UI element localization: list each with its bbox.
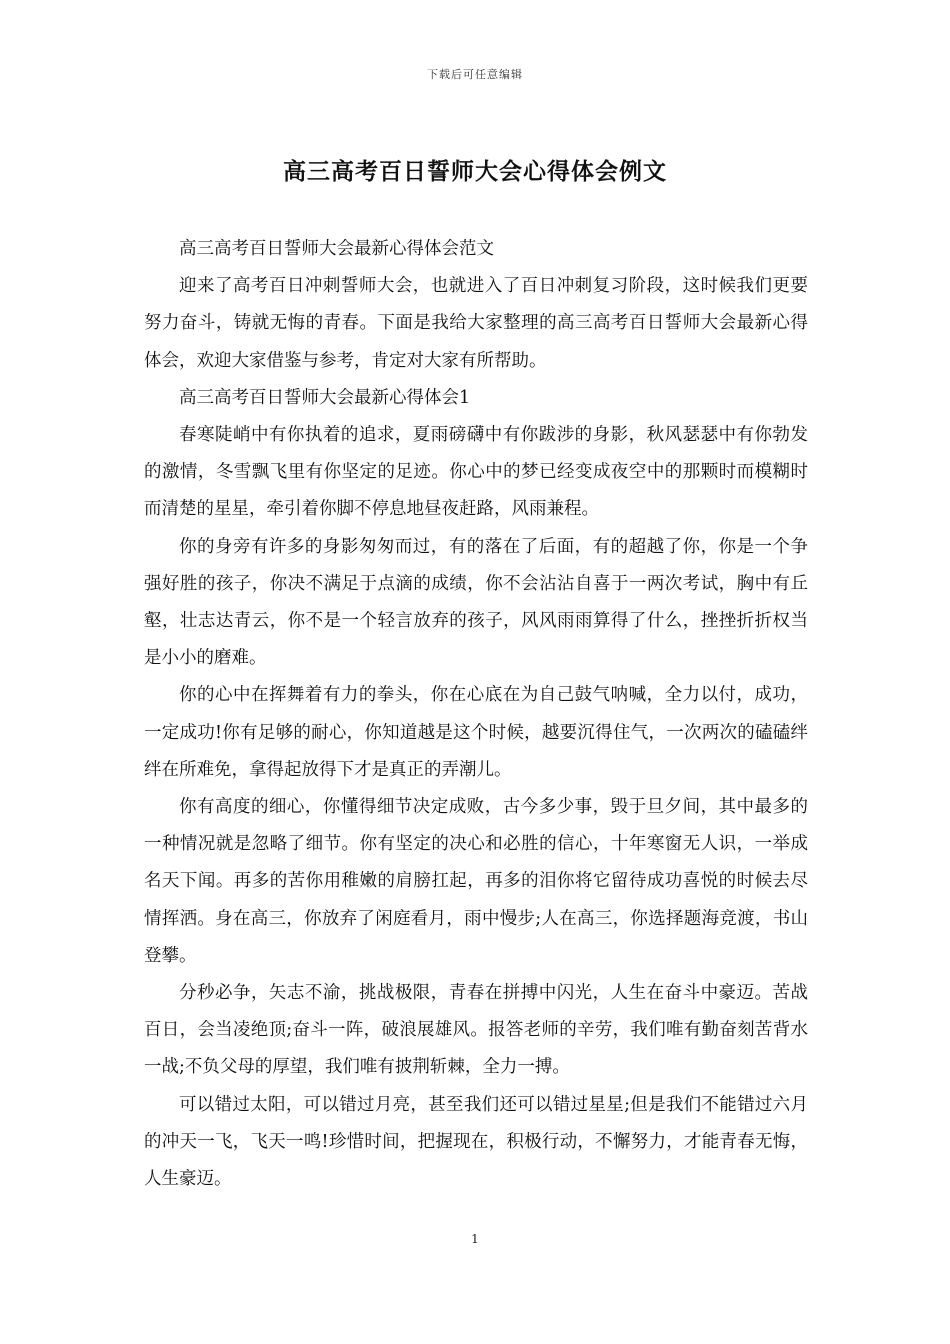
paragraph: 春寒陡峭中有你执着的追求，夏雨磅礴中有你跋涉的身影，秋风瑟瑟中有你勃发的激情，冬雪飘飞里有你坚定的足迹。你心中的梦已经变成夜空中的那颗时而模糊时而清楚的星星，牵引着你脚不停息地昼夜赶路，风雨兼程。 <box>144 425 808 520</box>
paragraph-section-heading: 高三高考百日誓师大会最新心得体会1 <box>179 387 471 408</box>
paragraph: 分秒必争，矢志不渝，挑战极限，青春在拼搏中闪光，人生在奋斗中豪迈。苦战百日，会当凌绝顶;奋斗一阵，破浪展雄风。报答老师的辛劳，我们唯有勤奋刻苦背水一战;不负父母的厚望，我们唯有披荆斩棘，全力一搏。 <box>144 983 808 1078</box>
paragraph: 你的心中在挥舞着有力的拳头，你在心底在为自己鼓气呐喊，全力以付，成功，一定成功!你有足够的耐心，你知道越是这个时候，越要沉得住气，一次两次的磕磕绊绊在所难免，拿得起放得下才是真正的弄潮儿。 <box>144 685 808 780</box>
page-number: 1 <box>471 1232 479 1246</box>
paragraph-subtitle: 高三高考百日誓师大会最新心得体会范文 <box>179 239 494 259</box>
header-note: 下载后可任意编辑 <box>427 68 523 81</box>
document-body <box>144 231 808 1198</box>
paragraph: 可以错过太阳，可以错过月亮，甚至我们还可以错过星星;但是我们不能错过六月的冲天一飞，飞天一鸣!珍惜时间，把握现在，积极行动，不懈努力，才能青春无悔，人生豪迈。 <box>144 1094 808 1190</box>
paragraph-intro: 迎来了高考百日冲刺誓师大会，也就进入了百日冲刺复习阶段，这时候我们更要努力奋斗，铸就无悔的青春。下面是我给大家整理的高三高考百日誓师大会最新心得体会，欢迎大家借鉴与参考，肯定对大家有所帮助。 <box>144 276 808 371</box>
paragraph: 你有高度的细心，你懂得细节决定成败，古今多少事，毁于旦夕间，其中最多的一种情况就是忽略了细节。你有坚定的决心和必胜的信心，十年寒窗无人识，一举成名天下闻。再多的苦你用稚嫩的肩膀扛起，再多的泪你将它留待成功喜悦的时候去尽情挥洒。身在高三，你放弃了闲庭看月，雨中慢步;人在高三，你选择题海竞渡，书山登攀。 <box>144 797 808 966</box>
paragraph: 你的身旁有许多的身影匆匆而过，有的落在了后面，有的超越了你，你是一个争强好胜的孩子，你决不满足于点滴的成绩，你不会沾沾自喜于一两次考试，胸中有丘壑，壮志达青云，你不是一个轻言放弃的孩子，风风雨雨算得了什么，挫挫折折权当是小小的磨难。 <box>144 536 808 669</box>
document-title: 高三高考百日誓师大会心得体会例文 <box>283 158 667 185</box>
